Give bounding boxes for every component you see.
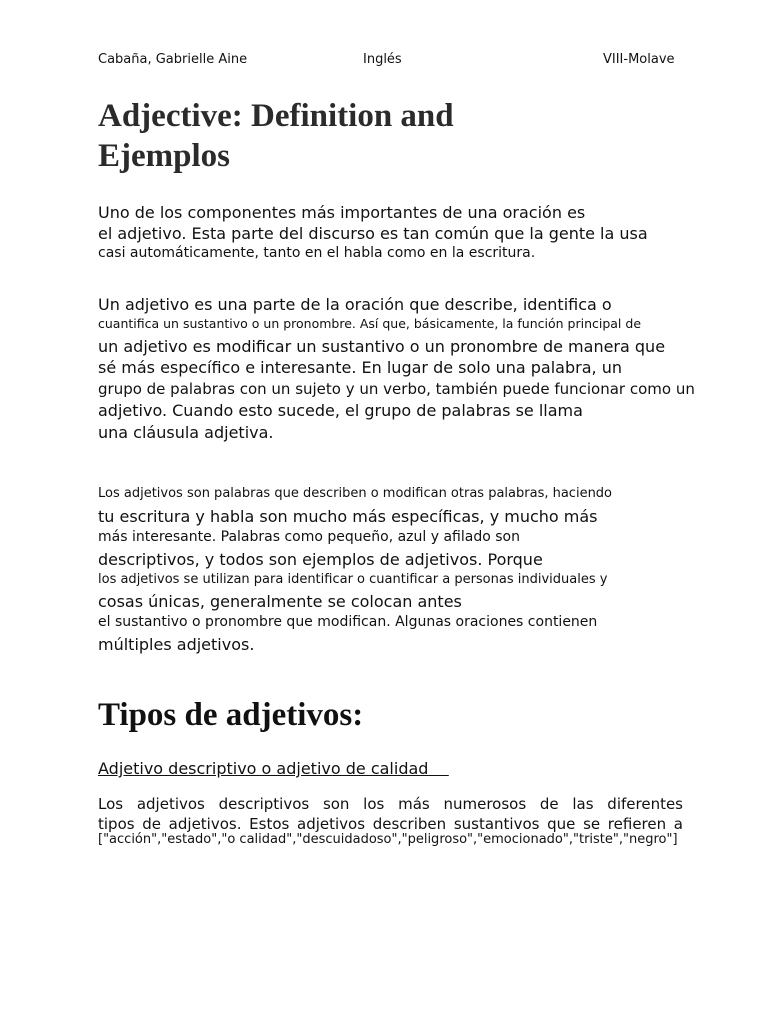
header-author: Cabaña, Gabrielle Aine [98, 52, 248, 67]
paragraph-3-line: los adjetivos se utilizan para identificar o cuantificar a personas individuales y [98, 572, 608, 587]
paragraph-2-line: Un adjetivo es una parte de la oración que describe, identifica o [98, 295, 612, 314]
paragraph-2-line: una cláusula adjetiva. [98, 423, 274, 442]
header-subject: Inglés [363, 52, 402, 67]
section-heading: Tipos de adjetivos: [98, 697, 364, 733]
header-section: VIII-Molave [603, 52, 675, 67]
paragraph-2-line: adjetivo. Cuando esto sucede, el grupo de palabras se llama [98, 401, 583, 420]
paragraph-3-line: más interesante. Palabras como pequeño, azul y afilado son [98, 529, 520, 545]
paragraph-3-line: tu escritura y habla son mucho más específicas, y mucho más [98, 507, 598, 526]
paragraph-3-line: cosas únicas, generalmente se colocan antes [98, 592, 462, 611]
paragraph-4-line: Los adjetivos descriptivos son los más numerosos de las diferentes [98, 795, 683, 813]
paragraph-2-line: grupo de palabras con un sujeto y un verbo, también puede funcionar como un [98, 380, 695, 398]
paragraph-2-line: un adjetivo es modificar un sustantivo o un pronombre de manera que [98, 337, 666, 356]
subheading [98, 759, 449, 778]
paragraph-4-line: tipos de adjetivos. Estos adjetivos describen sustantivos que se refieren a [98, 815, 683, 833]
paragraph-2-line: cuantifica un sustantivo o un pronombre. Así que, básicamente, la función principal de [98, 316, 642, 331]
paragraph-1-line: el adjetivo. Esta parte del discurso es tan común que la gente la usa [98, 224, 648, 243]
paragraph-3-line: Los adjetivos son palabras que describen o modifican otras palabras, haciendo [98, 486, 613, 501]
subheading-text: Adjetivo descriptivo o adjetivo de calidad [98, 759, 429, 778]
paragraph-1-line: casi automáticamente, tanto en el habla como en la escritura. [98, 245, 536, 261]
paragraph-3-line: descriptivos, y todos son ejemplos de adjetivos. Porque [98, 550, 543, 569]
paragraph-3-line: el sustantivo o pronombre que modifican. Algunas oraciones contienen [98, 614, 598, 630]
paragraph-1-line: Uno de los componentes más importantes de una oración es [98, 203, 586, 222]
paragraph-3-line: múltiples adjetivos. [98, 635, 255, 654]
paragraph-4-line: ["acción","estado","o calidad","descuidadoso","peligroso","emocionado","triste","negro"] [98, 832, 678, 847]
page-title-line-1: Adjective: Definition and [98, 98, 454, 134]
paragraph-2-line: sé más específico e interesante. En lugar de solo una palabra, un [98, 358, 622, 377]
page-title-line-2: Ejemplos [98, 138, 230, 174]
